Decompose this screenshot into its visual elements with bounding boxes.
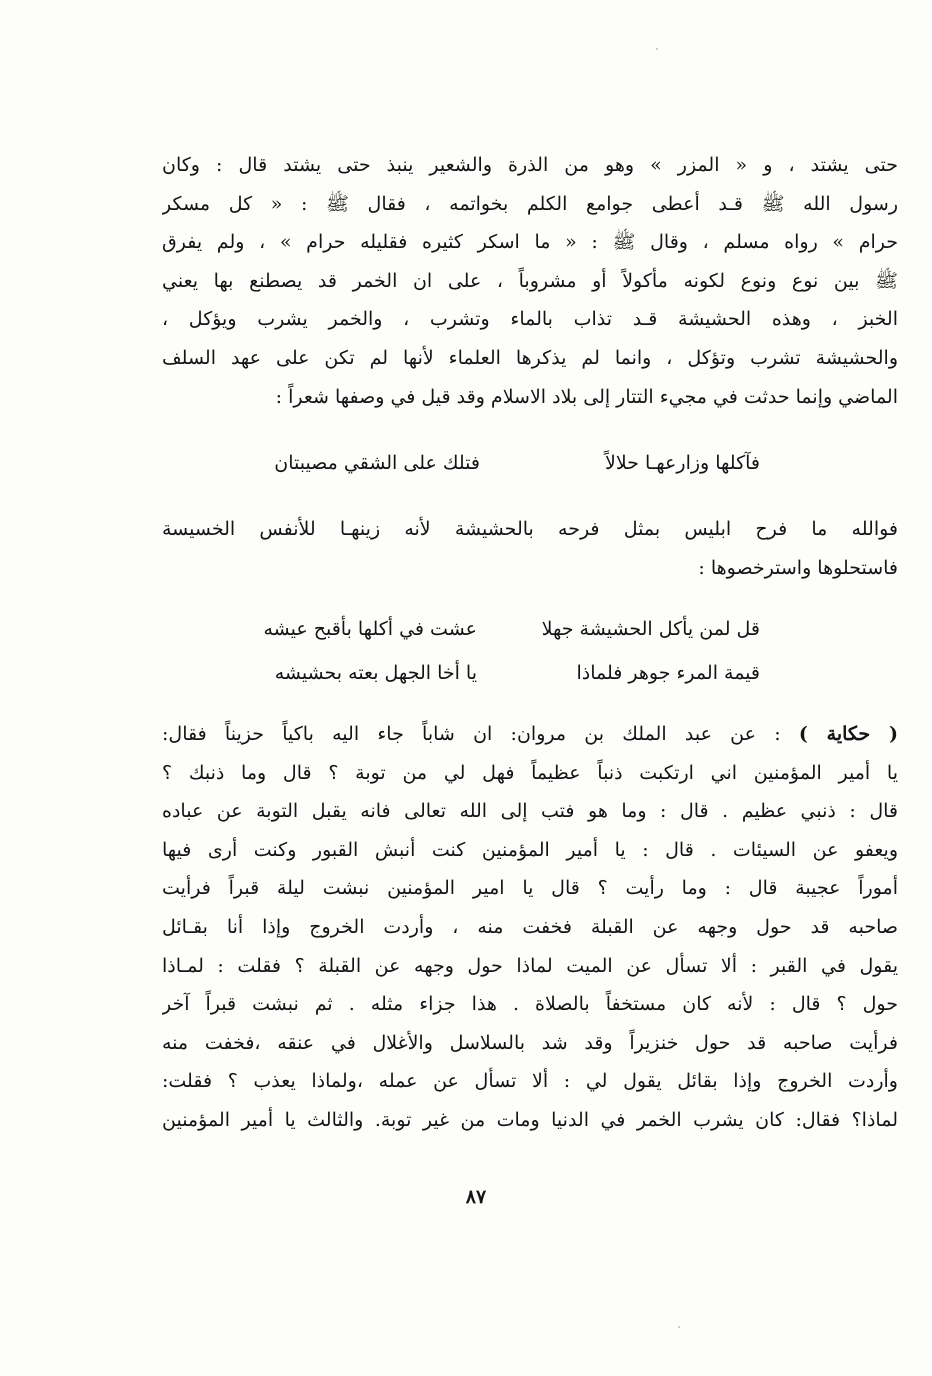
text-line: يا أمير المؤمنين اني ارتكبت ذنباً عظيماً فهل لي من توبة ؟ قال وما ذنبك ؟ — [162, 761, 898, 784]
scan-speck — [656, 48, 658, 50]
text-line: قال : ذنبي عظيم . قال : وما هو فتب إلى الله تعالى فانه يقبل التوبة عن عباده — [162, 800, 898, 823]
text-line: رسول الله ﷺ قـد أعطى جوامع الكلم بخواتمه ، فقال ﷺ : « كل مسكر — [162, 192, 898, 215]
text-line: فرأيت صاحبه قد حول خنزيراً وقد شد بالسلاسل والأغلال في عنقه ،فخفت منه — [162, 1031, 898, 1054]
poem-verse — [200, 654, 760, 692]
text-line: والحشيشة تشرب وتؤكل ، وانما لم يذكرها العلماء لأنها لم تكن على عهد السلف — [162, 346, 898, 369]
paragraph-story — [162, 715, 898, 1140]
text-line: لماذا؟ فقال: كان يشرب الخمر في الدنيا ومات من غير توبة. والثالث يا أمير المؤمنين — [162, 1108, 898, 1131]
text-line: فوالله ما فرح ابليس بمثل فرحه بالحشيشة لأنه زينهـا للأنفس الخسيسة — [162, 518, 898, 540]
text-line: حتى يشتد ، و « المزر » وهو من الذرة والشعير ينبذ حتى يشتد قال : وكان — [162, 154, 898, 176]
text-line: الخبز ، وهذه الحشيشة قـد تذاب بالماء وتشرب ، والخمر يشرب ويؤكل ، — [162, 308, 898, 331]
paragraph-iblis — [162, 510, 898, 587]
text-line: ﷺ بين نوع ونوع لكونه مأكولاً أو مشروباً ، على ان الخمر قد يصطنع بها يعني — [162, 269, 898, 292]
verse-first-hemistich: فآكلها وزارعهـا حلالاً — [604, 452, 760, 474]
verse-first-hemistich: قل لمن يأكل الحشيشة جهلا — [541, 618, 760, 640]
verse-second-hemistich: عشت في أكلها بأقبح عيشه — [263, 618, 477, 640]
text-line: يقول في القبر : ألا تسأل عن الميت لماذا حول وجهه عن القبلة ؟ فقلت : لمـاذا — [162, 954, 898, 977]
text-line: حول ؟ قال : لأنه كان مستخفاً بالصلاة . هذا جزاء مثله . ثم نبشت قبراً آخر — [162, 993, 898, 1016]
text-line: فاستحلوها واسترخصوها : — [698, 556, 898, 579]
paragraph-intro — [162, 146, 898, 416]
text-line: الماضي وإنما حدثت في مجيء التتار إلى بلاد الاسلام وقد قيل في وصفها شعراً : — [275, 385, 898, 408]
poem-verse — [200, 610, 760, 648]
page-number: ٨٧ — [465, 1186, 487, 1208]
text-line: أموراً عجيبة قال : وما رأيت ؟ قال يا امير المؤمنين نبشت ليلة قبراً فرأيت — [162, 877, 898, 900]
verse-first-hemistich: قيمة المرء جوهر فلماذا — [576, 662, 760, 684]
verse-second-hemistich: يا أخا الجهل بعته بحشيشه — [274, 662, 477, 684]
verse-second-hemistich: فتلك على الشقي مصيبتان — [274, 452, 480, 474]
text-line — [162, 715, 898, 754]
text-line: ويعفو عن السيئات . قال : يا أمير المؤمنين كنت أنبش القبور وكنت أرى فيها — [162, 838, 898, 861]
scan-speck — [678, 1326, 680, 1328]
text-line: حرام » رواه مسلم ، وقال ﷺ : « ما اسكر كثيره فقليله حرام » ، ولم يفرق — [162, 231, 898, 254]
poem-verse — [200, 444, 760, 482]
story-heading: ( حكاية ) — [798, 723, 898, 745]
text-line: صاحبه قد حول وجهه عن القبلة فخفت منه ، وأردت الخروج وإذا أنا بقـائل — [162, 915, 898, 938]
text-line: وأردت الخروج وإذا بقائل يقول لي : ألا تسأل عن عمله ،ولماذا يعذب ؟ فقلت: — [162, 1070, 898, 1093]
story-opening: : عن عبد الملك بن مروان: ان شاباً جاء اليه باكياً حزيناً فقال: — [162, 723, 781, 745]
